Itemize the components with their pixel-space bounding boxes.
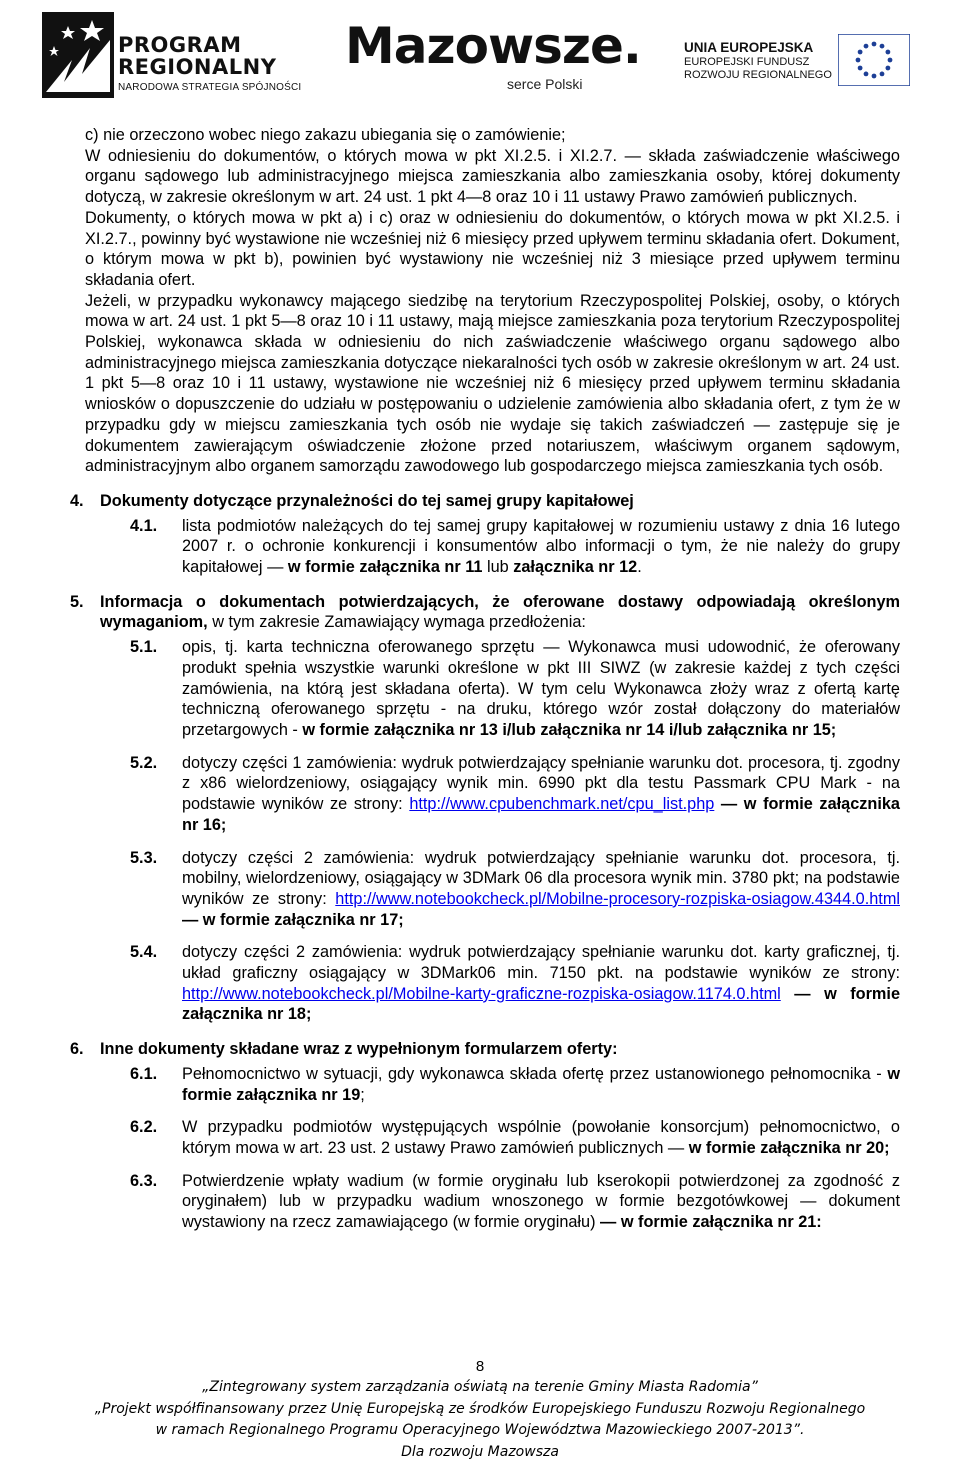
logo-line-regionalny: REGIONALNY xyxy=(118,55,277,79)
section-5-title-rest: w tym zakresie Zamawiający wymaga przedłożenia: xyxy=(207,613,586,632)
item-5-1-text: opis, tj. karta techniczna oferowanego sprzętu — Wykonawca musi udowodnić, że oferowany produkt spełnia wszystkie warunki określone w pkt III SIWZ (w zakresie każdej z tych części zamówienia, na którą jest składana oferta). W tym celu Wykonawca złoży wraz z ofertą kartę techniczną oferowanego sprzętu - na druku, którego wzór został dołączony do materiałów przetargowych - xyxy=(182,638,900,739)
section-6-number: 6. xyxy=(70,1040,84,1059)
page-footer xyxy=(0,1357,960,1463)
footer-motto: Dla rozwoju Mazowsza xyxy=(401,1443,559,1460)
section-4 xyxy=(70,491,900,578)
item-5-4-number: 5.4. xyxy=(130,943,158,962)
section-6 xyxy=(70,1039,900,1233)
item-4-1-attachment-11: w formie załącznika nr 11 xyxy=(287,558,483,577)
section-5-number: 5. xyxy=(70,592,84,611)
page-header xyxy=(0,0,960,110)
footer-project-title: „Zintegrowany system zarządzania oświatą na terenie Gminy Miasta Radomia” xyxy=(202,1379,758,1395)
item-5-3-text: dotyczy części 2 zamówienia: wydruk potwierdzający spełnianie warunku dot. procesora, tj. mobilny, wielordzeniowy, osiągający w 3DMark 06 dla procesora wynik min. 3780 pkt; na podstawie wyników ze strony: xyxy=(182,848,900,908)
item-5-3-attachment: — w formie załącznika nr 17; xyxy=(182,910,404,929)
mazowsze-logo xyxy=(345,14,641,100)
item-6-3-text: Potwierdzenie wpłaty wadium (w formie oryginału lub kserokopii potwierdzonej za zgodność z oryginałem) lub w przypadku wadium wnoszonego w formie bezgotówkowej — dokument wystawiony na rzecz zamawiającego (w formie oryginału) xyxy=(182,1171,900,1232)
item-5-4 xyxy=(100,942,900,1025)
item-4-1-end: . xyxy=(637,558,642,577)
item-5-1 xyxy=(100,637,900,741)
section-4-number: 4. xyxy=(70,491,84,510)
paragraph-c: c) nie orzeczono wobec niego zakazu ubiegania się o zamówienie; xyxy=(85,126,566,144)
item-6-2-number: 6.2. xyxy=(130,1118,158,1137)
item-4-1 xyxy=(100,516,900,578)
item-6-1 xyxy=(100,1064,900,1105)
item-5-2-number: 5.2. xyxy=(130,753,158,772)
item-6-3 xyxy=(100,1171,900,1233)
eu-flag-icon xyxy=(838,34,910,86)
item-4-1-attachment-12: załącznika nr 12 xyxy=(513,558,638,577)
item-5-2-attachment: — w formie załącznika nr 16; xyxy=(182,795,900,834)
item-6-2-attachment: w formie załącznika nr 20; xyxy=(688,1138,890,1157)
item-5-1-attachments: w formie załącznika nr 13 i/lub załącznika nr 14 i/lub załącznika nr 15; xyxy=(302,720,837,739)
item-6-2 xyxy=(100,1117,900,1158)
item-6-1-text: Pełnomocnictwo w sytuacji, gdy wykonawca składa ofertę przez ustanowionego pełnomocnika - xyxy=(182,1064,888,1083)
item-5-4-attachment: — w formie załącznika nr 18; xyxy=(182,984,900,1024)
item-6-3-attachment: — w formie załącznika nr 21: xyxy=(600,1213,822,1232)
document-body xyxy=(70,125,900,1233)
eu-line-2: EUROPEJSKI FUNDUSZ xyxy=(684,56,810,68)
footer-cofinancing: „Projekt współfinansowany przez Unię Europejską ze środków Europejskiego Funduszu Rozwoju Regionalnego xyxy=(94,1400,866,1417)
logo-line-strategy: NARODOWA STRATEGIA SPÓJNOŚCI xyxy=(118,82,302,93)
item-4-1-or: lub xyxy=(482,558,514,577)
section-4-title: Dokumenty dotyczące przynależności do tej samej grupy kapitałowej xyxy=(100,491,634,510)
paragraph-foreign-residence: Jeżeli, w przypadku wykonawcy mającego siedzibę na terytorium Rzeczypospolitej Polskiej, osoby, o których mowa w art. 24 ust. 1 pkt 5—8 oraz 10 i 11 ustawy, mają miejsce zamieszkania poza terytorium Rzeczypospolitej Polskiej, wykonawca składa w odniesieniu do nich zaświadczenie właściwego organu sądowego albo administracyjnego miejsca zamieszkania dotyczące niekaralności tych osób w zakresie określonym w art. 24 ust. 1 pkt 5—8 oraz 10 i 11 ustawy, wystawione nie wcześniej niż 6 miesięcy przed upływem terminu składania wniosków o dopuszczenie do udziału w postępowaniu o udzielenie zamówienia albo składania ofert, z tym że w przypadku gdy w miejscu zamieszkania tych osób nie wydaje się takich zaświadczeń — zastępuje się je dokumentem zawierającym oświadczenie złożone przed notariuszem, właściwym organem sądowym, administracyjnym albo organem samorządu zawodowego lub gospodarczego miejsca zamieszkania tych osób. xyxy=(85,291,900,476)
logo-line-program: PROGRAM xyxy=(118,33,242,57)
mazowsze-tagline: serce Polski xyxy=(507,76,583,92)
paragraph-court-certificate: W odniesieniu do dokumentów, o których mowa w pkt XI.2.5. i XI.2.7. — składa zaświadczenie właściwego organu sądowego lub administracyjnego miejsca zamieszkania albo zamieszkania osoby, której dokumenty dotyczą, w zakresie określonym w art. 24 ust. 1 pkt 4—8 oraz 10 i 11 ustawy Prawo zamówień publicznych. xyxy=(85,146,900,207)
item-6-1-number: 6.1. xyxy=(130,1064,158,1083)
program-regionalny-emblem-icon xyxy=(42,12,114,98)
notebookcheck-processors-link[interactable]: http://www.notebookcheck.pl/Mobilne-procesory-rozpiska-osiagow.4344.0.html xyxy=(335,889,900,908)
mazowsze-wordmark: Mazowsze. xyxy=(345,17,641,75)
item-6-1-end: ; xyxy=(360,1085,365,1104)
eu-logo xyxy=(670,30,930,90)
item-5-1-number: 5.1. xyxy=(130,638,158,657)
eu-line-3: ROZWOJU REGIONALNEGO xyxy=(684,69,832,81)
section-6-title: Inne dokumenty składane wraz z wypełnionym formularzem oferty: xyxy=(100,1040,618,1059)
item-6-2-text: W przypadku podmiotów występujących wspólnie (powołanie konsorcjum) pełnomocnictwo, o którym mowa w art. 23 ust. 2 ustawy Prawo zamówień publicznych — xyxy=(182,1118,900,1157)
item-5-2-text: dotyczy części 1 zamówienia: wydruk potwierdzający spełnianie warunku dot. procesora, tj. zgodny z x86 wielordzeniowy, osiągający wynik min. 6990 pkt dla testu Passmark CPU Mark - na podstawie wyników ze strony: xyxy=(182,753,900,814)
item-4-1-number: 4.1. xyxy=(130,516,158,535)
page-number: 8 xyxy=(475,1358,485,1375)
footer-program: w ramach Regionalnego Programu Operacyjnego Województwa Mazowieckiego 2007-2013”. xyxy=(155,1422,805,1438)
item-5-2 xyxy=(100,753,900,836)
section-5-title: Informacja o dokumentach potwierdzających, że oferowane dostawy odpowiadają określonym wymaganiom, xyxy=(100,592,900,632)
item-6-3-number: 6.3. xyxy=(130,1171,158,1190)
item-5-4-text: dotyczy części 2 zamówienia: wydruk potwierdzający spełnianie warunku dot. karty graficznej, tj. układ graficzny osiągający w 3DMark06 min. 7150 pkt. na podstawie wyników ze strony: xyxy=(182,943,900,983)
section-5 xyxy=(70,592,900,1025)
paragraph-validity: Dokumenty, o których mowa w pkt a) i c) oraz w odniesieniu do dokumentów, o których mowa w pkt XI.2.5. i XI.2.7., powinny być wystawione nie wcześniej niż 6 miesięcy przed upływem terminu składania ofert. Dokument, o którym mowa w pkt b), powinien być wystawiony nie wcześniej niż 3 miesiące przed upływem terminu składania ofert. xyxy=(85,208,900,289)
item-5-3 xyxy=(100,848,900,931)
item-4-1-text: lista podmiotów należących do tej samej grupy kapitałowej w rozumieniu ustawy z dnia 16 lutego 2007 r. o ochronie konkurencji i konsumentów albo informacji o tym, że nie należy do grupy kapitałowej — xyxy=(182,516,900,577)
cpubenchmark-link[interactable]: http://www.cpubenchmark.net/cpu_list.php xyxy=(409,795,715,814)
notebookcheck-graphics-link[interactable]: http://www.notebookcheck.pl/Mobilne-karty-graficzne-rozpiska-osiagow.1174.0.html xyxy=(182,984,781,1003)
item-5-3-number: 5.3. xyxy=(130,848,158,867)
eu-line-1: UNIA EUROPEJSKA xyxy=(684,40,814,55)
item-6-1-attachment: w formie załącznika nr 19 xyxy=(182,1064,900,1104)
program-regionalny-logo xyxy=(42,12,342,98)
